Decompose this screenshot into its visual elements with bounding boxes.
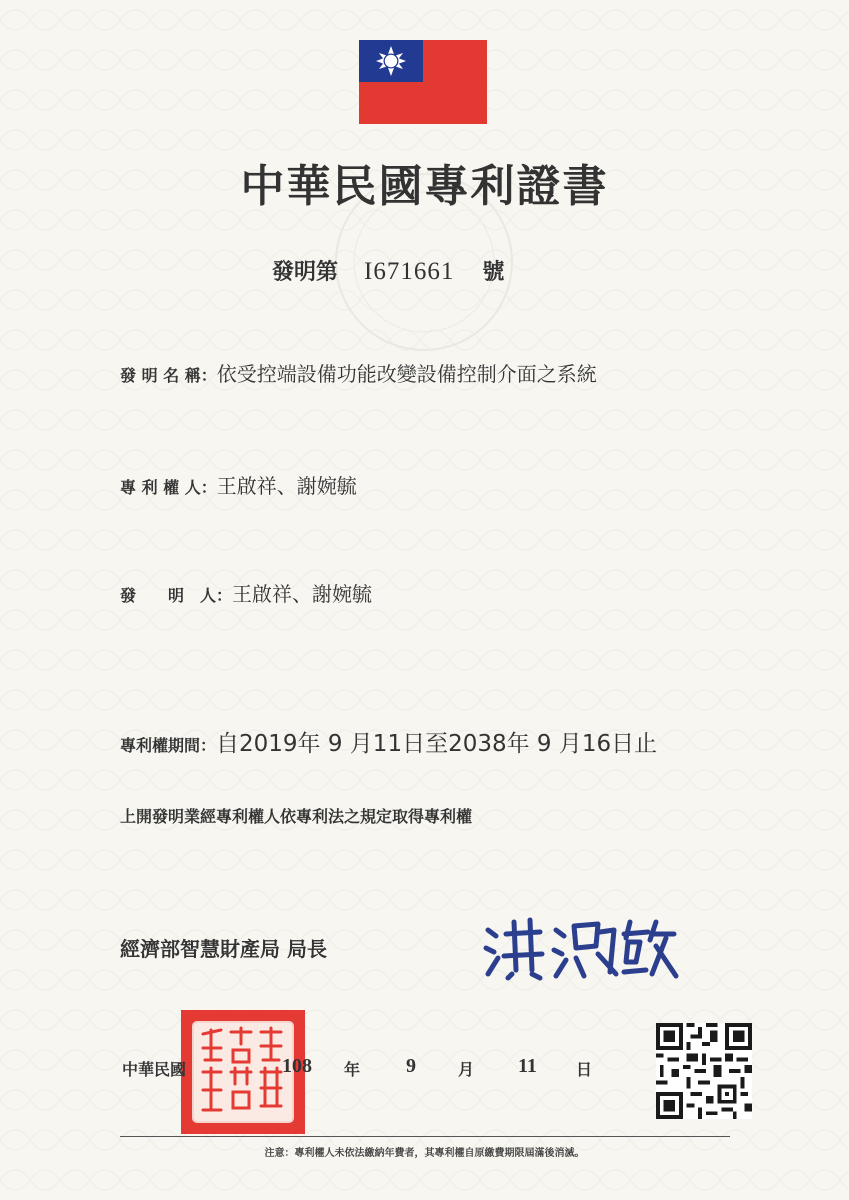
- inventor-row: [120, 578, 372, 607]
- patent-number: I671661: [364, 258, 455, 285]
- patent-number-prefix: 發明第: [272, 260, 339, 285]
- patentee-row: [120, 470, 357, 499]
- invention-name-value: 依受控端設備功能改變設備控制介面之系統: [216, 362, 597, 386]
- patent-term-value: 自2019年 9 月11日至2038年 9 月16日止: [216, 731, 658, 757]
- patent-term-label: 專利權期間：: [120, 736, 217, 755]
- inventor-value: 王啟祥、謝婉毓: [232, 582, 373, 606]
- qr-code: [656, 1023, 752, 1119]
- inventor-label: 發 明 人：: [120, 586, 233, 605]
- date-year-unit: 年: [344, 1060, 361, 1079]
- date-day: 11: [518, 1055, 537, 1077]
- patent-term-row: [120, 725, 657, 758]
- patent-number-suffix: 號: [482, 260, 505, 285]
- patentee-value: 王啟祥、謝婉毓: [216, 474, 357, 498]
- national-flag-icon: [359, 40, 487, 124]
- date-year: 108: [282, 1055, 312, 1077]
- invention-name-row: [120, 358, 597, 387]
- patentee-label: 專 利 權 人：: [120, 478, 217, 497]
- director-signature: [480, 912, 680, 982]
- issuing-authority: 經濟部智慧財產局 局長: [120, 937, 327, 961]
- date-era: 中華民國: [122, 1060, 187, 1079]
- footer-note: 注意：專利權人未依法繳納年費者，其專利權自原繳費期限屆滿後消滅。: [264, 1148, 585, 1159]
- invention-name-label: 發 明 名 稱：: [120, 366, 217, 385]
- issue-date: [122, 1057, 642, 1081]
- certificate-title: 中華民國專利證書: [240, 161, 609, 212]
- footer-divider: [120, 1136, 730, 1137]
- date-month-unit: 月: [458, 1060, 475, 1079]
- patent-number-line: [272, 255, 504, 286]
- grant-statement: 上開發明業經專利權人依專利法之規定取得專利權: [120, 807, 473, 826]
- date-month: 9: [406, 1055, 416, 1077]
- date-day-unit: 日: [576, 1060, 593, 1079]
